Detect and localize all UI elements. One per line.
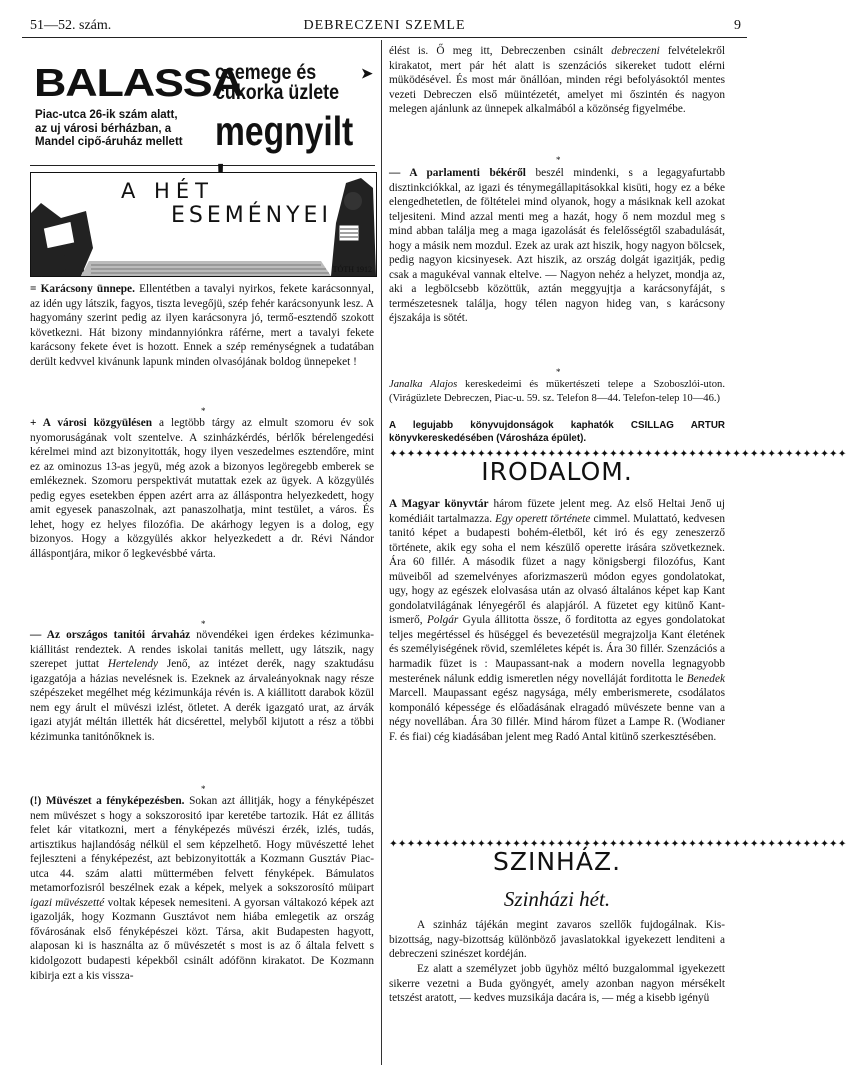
separator-star: * — [556, 155, 561, 165]
subsection-title-szinhazi-het: Szinházi hét. — [503, 887, 611, 911]
section-banner — [30, 172, 377, 277]
ad-address-line: Mandel cipő-áruház mellett — [35, 136, 183, 148]
article-lead: (!) Müvészet a fényképezésben. — [30, 795, 185, 807]
article-karacsony — [30, 282, 374, 413]
article-lead: — Az országos tanitói árvaház — [30, 629, 191, 641]
article-text: Sokan azt állitják, hogy a fényképészet nem müvészet s hogy a sokszorositó ipar keretébe tartozik. Hát ez állitás felet kár vitatkozni, mert a fényképezés müvészi érzék, izlés, tudás, artisztikus hajlandóság nélkül el sem képzelhető. Hogy müvészetté lehet fejleszteni a fényképezést, azt bebizonyitották a Kozmann Gusztáv Piac-utca 44. szám alatti müttermében felvett fényképek. Bámulatos metamorfozisról beszélnek ezak a képek, melyek a sokszorosító müipart — [30, 795, 374, 895]
article-text: növendékei igen érdekes kézimunka-kiállitást rendeztek. A rendes iskolai tanitás mellett, ugy látszik, nagy szerepet juttat — [30, 629, 375, 671]
article-emphasis: igazi müvészetté — [30, 896, 105, 909]
article-lead: A Magyar könyvtár — [389, 498, 489, 510]
separator-stars: ✦✦✦✦✦✦✦✦✦✦✦✦✦✦✦✦✦✦✦✦✦✦✦✦✦✦✦✦✦✦✦✦✦✦✦✦✦✦✦✦✦✦✦✦✦✦✦✦✦✦✦✦ — [389, 449, 847, 460]
article-text: Marcell. Maupassant egész nagysága, mély emberismerete, csodálatos komponáló képessége és előadásának elragadó müvészete benne van a négy novellában. Ára 30 fillér. Mind három füzet a Lampe R. (Wodianer F. és fiai) cég kiadásában jelent meg Radó Antal kitünő szerkesztésében. — [389, 687, 725, 743]
article-text: a legtöbb tárgy az elmult szomoru év sok nyomoruságának volt szentelve. A szinházkérdés, bérlők bérelengedési kérelmei mind azt bizonyitották, hogy ilyen veszedelmes esztendőre, mint ez az ominozus 13-as jegyü, még azok a bizonyos legöregebb emberek se emlékeznek. Szomoru perspektivát mutattak ezek az ügyek. A közgyülés pedig egyes esetekben éppen azért arra az álláspontra helyezkedett, hogy amit egyesek panaszolnak, azt panaszolhatja, mint testület, a város. És lehet, hogy ez helyes filozófia. De akárhogy legyen is a dolog, egy bizonyos. Hogy a közgyülés akkor helyezkedett a dr. Révi Nándor álláspontjára, mikor ő legkevésbbé várta. — [30, 417, 375, 560]
page-header — [22, 15, 747, 38]
article-kozgyules — [30, 416, 374, 616]
banner-title-line1: A HÉT — [121, 179, 214, 203]
ad-type-line: csemege és — [215, 61, 317, 84]
article-name: Hertelendy — [107, 658, 159, 671]
article-parlamenti-beke — [389, 166, 725, 366]
publication-title: DEBRECZENI SZEMLE — [303, 18, 466, 33]
article-text: Gyula állitotta össze, ő forditotta az egyes gondolatokat teljes megértéssel és hüséggel és bevezetésül megrajzolja Kant életének és személyiségének rövid, szemléletes képét is. Ára 30 fillér. Szenzációs a harmadik füzet is : Maupassant-nak a modern novella legnagyobb mesterének nálunk eddig ismeretlen négy novelláját forditotta le — [389, 614, 725, 685]
article-szinhaz-p2: Ez alatt a személyzet jobb ügyhöz méltó buzgalommal igyekezett sikerre vezetni a Buda gyöngyét, amely azonban nagyon mérsékelt tetszést aratott, — kedves muzsikája dacára is, — még a kisebb igényü — [389, 963, 725, 1005]
ad-type-line: cukorka üzlete — [215, 81, 340, 104]
article-text: cimmel. Mulattató, kedvesen tanitó képet a budapesti bohém-életből, két iró és egy zeneszerző története, akik egy soha el nem készülő operette irására szövetkeznek. Ára 60 fillér. A második füzet a nagy königsbergi filozófus, Kant müveiből ad szemelvényes aforizmaszerü módon egyes gondolatokat, ugy, hogy az egészek elolvasása után az olvasó általános képet kap Kant gondolatvilágának lényegéről és alapjáról. A füzetet egy kitünő Kant-ismerő, — [389, 512, 725, 627]
separator-star: * — [201, 406, 206, 416]
article-emphasis: Polgár — [426, 614, 459, 627]
illustrator-signature: TÓTH 1912 — [332, 265, 372, 274]
ad-address-line: Piac-utca 26-ik szám alatt, — [35, 109, 178, 121]
article-text: Jenő, az intézet derék, nagy szaktudásu igazgatója a házias nevelésnek is. Ezeknek az árvaleányoknak nagy része szépészeket megélhet még kézimunkája révén is. A kiállitott darabok közül nem egy árult el müvészi izlést, ötletet. A derék igazgató urat, az árvák igazi atyját méltán illették hát dicsérettel, melyből kijutott a rész a többi kézimunka tanitónőknek is. — [30, 658, 374, 743]
arrow-icon: ➤ — [361, 67, 373, 82]
notice-name: Janalka Alajos — [389, 379, 458, 390]
article-emphasis: debreczeni — [611, 45, 660, 57]
notice-text: kereskedeimi és mükertészeti telepe a Szoboszlói-uton. (Virágüzlete Debreczen, Piac-u. 59. sz. Telefon 8—44. Telefon-telep 10—46.) — [389, 379, 725, 404]
article-text: beszél mindenki, s a legagyafurtabb disztinkciókkal, az igazi és ténymegállapitásokkal kisüti, hogy ez a béke elengedhetetlen, de föltételei mind olyanok, hogy a másiknak kell azokat teljesiteni. Mind azzal menti meg a hazát, hogy ő nem mozdul meg s mind abban találja meg a maga igazolását és felelősségtől szabadulását, hogy a másik nem mozdul. Ezek az urak azt hiszik, hogy nagyon bölcsek, pedig nagyon kicsinyesek. Azt hiszik, az ország dolgát igazitják, pedig csak a magukéval vannak eltelve. — Nagyon nehéz a helyzet, mondja az, aki a legbölcsebb közöttük, aztán meggyujtja a karácsonyfáját, s természetesnek találja, hogy télen nagyon hideg van, s karácsony éjszakája is sötét. — [389, 167, 725, 325]
separator-star: * — [556, 367, 561, 377]
notice-csillag-artur: A legujabb könyvujdonságok kaphatók CSILLAG ARTUR könyvkereskedésében (Városháza épület). — [389, 420, 725, 444]
ad-shop-type — [215, 63, 339, 103]
article-tanitoi-arvahaz — [30, 628, 374, 781]
ad-address — [35, 109, 217, 150]
article-text: Ellentétben a tavalyi nyirkos, fekete karácsonnyal, az idén ugy látszik, fagyos, tiszta levegőjü, szép fehér karácsonyunk lesz. A hagyomány szerint pedig az ilyen karácsonyra jó, termő-esztendő szokott következni. Hát bizony mindannyiónkra ráférne, mert a tavalyi fekete karácsony fekete évet is hozott. Ennek a szép reménységnek a tudatában derült kedvvel kivánunk lapunk minden olvasójának boldog ünnepeket ! — [30, 283, 374, 368]
article-text: három füzete jelent meg. Az első Heltai Jenő uj komédiáit tartalmazza. — [389, 498, 725, 525]
article-lead: + A városi közgyülésen — [30, 417, 152, 429]
article-fenykepezes-cont — [389, 44, 725, 162]
article-emphasis: Egy operett története — [495, 512, 591, 525]
column-divider — [381, 40, 382, 1065]
ad-opened-text: megnyilt — [215, 108, 354, 154]
article-emphasis: Benedek — [686, 672, 725, 685]
separator-star: * — [201, 784, 206, 794]
article-lead: — A parlamenti békéről — [389, 167, 526, 179]
article-text: felvételekről kirakatot, mert pár hét alatt is szenzációs sikereket tudott elérni müködésével. És most már önállóan, minden régi befolyásoktól mentes vezeti Debreczen első müintézetét, amelyet mi őszintén és nagyon melegen ajánlunk az ünnepek alkalmából a közönség figyelmébe. — [389, 45, 725, 116]
issue-number: 51—52. szám. — [30, 18, 112, 33]
article-szinhaz-p1: A szinház tájékán megint zavaros szellők fujdogálnak. Kis-bizottság, nagy-bizottság különböző javaslatokkal igyekezett lenditeni a debreczeni szinészet kordéján. — [389, 919, 725, 961]
article-lead: = Karácsony ünnepe. — [30, 283, 135, 295]
banner-title-line2: ESEMÉNYEI — [171, 203, 332, 228]
separator-stars: ✦✦✦✦✦✦✦✦✦✦✦✦✦✦✦✦✦✦✦✦✦✦✦✦✦✦✦✦✦✦✦✦✦✦✦✦✦✦✦✦✦✦✦✦✦✦✦✦✦✦✦✦ — [389, 839, 847, 850]
separator-star: * — [201, 619, 206, 629]
page-number: 9 — [734, 18, 741, 33]
article-fenykepezes — [30, 794, 374, 1069]
article-text: voltak képesek nemesiteni. A gyorsan váltakozó képek azt igazolják, hogy Kozmann Gusztávot nem hiába emlegetik az ország fővárosának első fényképészei közt. Társa, akit Budapesten hagyott, alaposan ki is használta az ő müvészetét s most is az ő általa felvett s kidolgozott budapesti képekből csinált adófönn kirakatot. De Kozmann kibirja ezt a kis vissza- — [30, 896, 374, 982]
article-text: élést is. Ő meg itt, Debreczenben csinált — [389, 45, 612, 57]
article-magyar-konyvtar — [389, 497, 725, 837]
section-title-irodalom: IRODALOM. — [481, 457, 633, 486]
section-title-szinhaz: SZINHÁZ. — [492, 847, 622, 876]
advertisement-balassa — [30, 60, 375, 166]
ad-address-line: az uj városi bérházban, a — [35, 122, 172, 135]
ad-shop-name: BALASSA — [34, 62, 243, 105]
notice-janalka — [389, 378, 725, 422]
